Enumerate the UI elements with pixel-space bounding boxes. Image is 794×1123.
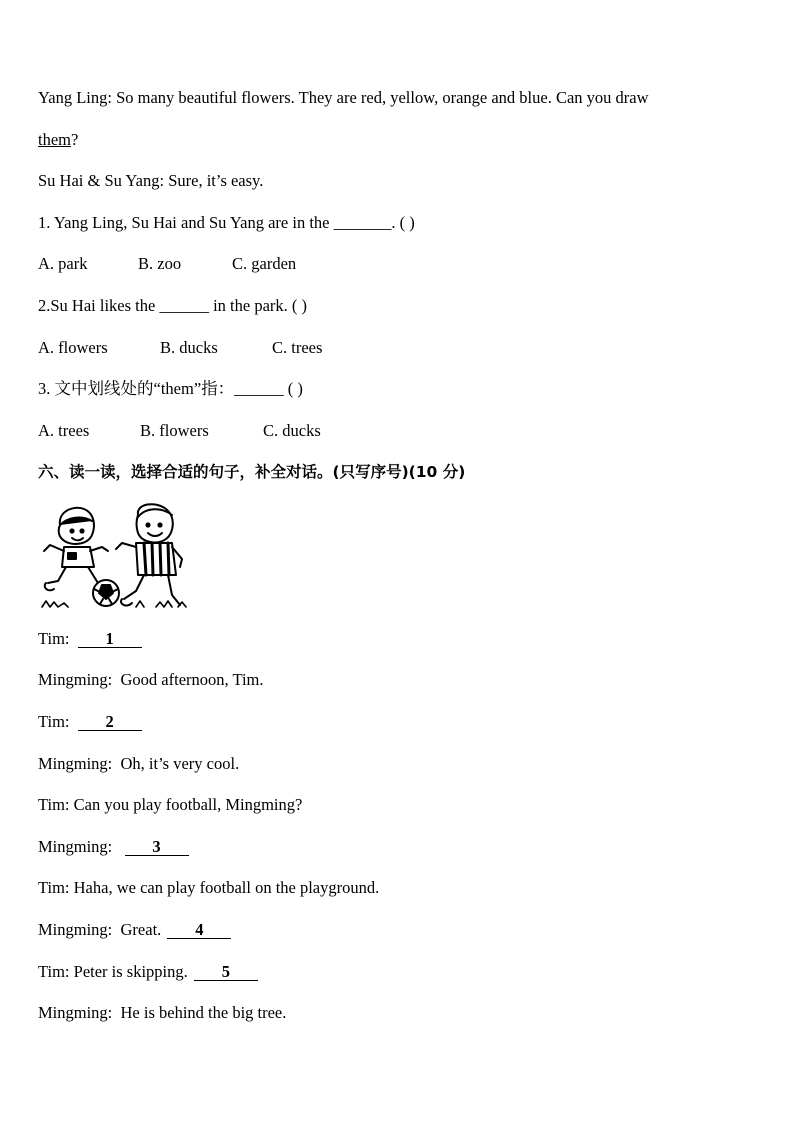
underlined-word-them: them	[38, 130, 71, 149]
speaker: Tim:	[38, 878, 70, 897]
speaker: Tim:	[38, 629, 70, 648]
dialogue-text: Su Hai & Su Yang: Sure, it’s easy.	[38, 171, 264, 190]
question-stem: 3. 文中划线处的“them”指：______ ( )	[38, 379, 303, 398]
speaker: Tim:	[38, 712, 70, 731]
dialogue-line-yang-ling-cont	[38, 130, 78, 150]
section-heading-text: 六、读一读，选择合适的句子，补全对话。(只写序号)(10 分)	[38, 463, 466, 481]
speaker: Mingming:	[38, 920, 113, 939]
answer-blank[interactable]: 3	[125, 838, 189, 856]
speaker: Tim:	[38, 795, 70, 814]
speaker: Mingming:	[38, 670, 113, 689]
dialogue-line-3	[38, 712, 142, 732]
speaker: Tim:	[38, 962, 70, 981]
dialogue-line-su-hai	[38, 171, 263, 191]
option-a: A. flowers	[38, 338, 108, 357]
section-6-heading	[38, 462, 465, 482]
dialogue-line-yang-ling	[38, 88, 649, 108]
dialogue-line-7	[38, 878, 379, 898]
dialogue-text: He is behind the big tree.	[120, 1003, 287, 1022]
dialogue-text: ?	[71, 130, 79, 149]
dialogue-text: Great.	[120, 920, 162, 939]
dialogue-line-2	[38, 670, 264, 690]
option-c: C. ducks	[263, 421, 321, 440]
option-b: B. ducks	[160, 338, 218, 357]
answer-blank[interactable]: 5	[194, 963, 258, 981]
dialogue-line-8	[38, 920, 231, 940]
option-c: C. trees	[272, 338, 323, 357]
answer-blank[interactable]: 2	[78, 713, 142, 731]
speaker: Mingming:	[38, 754, 113, 773]
question-3	[38, 379, 303, 399]
answer-blank[interactable]: 4	[167, 921, 231, 939]
question-2	[38, 296, 307, 316]
question-stem: 2.Su Hai likes the ______ in the park. ( )	[38, 296, 307, 315]
question-3-options	[38, 421, 321, 441]
question-2-options	[38, 338, 322, 358]
dialogue-text: Can you play football, Mingming?	[73, 795, 303, 814]
dialogue-text: Yang Ling: So many beautiful flowers. They are red, yellow, orange and blue. Can you draw	[38, 88, 649, 107]
option-b: B. flowers	[140, 421, 209, 440]
answer-blank[interactable]: 1	[78, 630, 142, 648]
question-1	[38, 213, 415, 233]
option-a: A. trees	[38, 421, 90, 440]
option-b: B. zoo	[138, 254, 182, 273]
dialogue-text: Good afternoon, Tim.	[120, 670, 264, 689]
question-1-options	[38, 254, 296, 274]
dialogue-text: Oh, it’s very cool.	[120, 754, 240, 773]
dialogue-line-9	[38, 962, 258, 982]
dialogue-line-10	[38, 1003, 286, 1023]
boys-playing-football-illustration	[40, 503, 190, 611]
speaker: Mingming:	[38, 837, 113, 856]
dialogue-text: Peter is skipping.	[73, 962, 188, 981]
speaker: Mingming:	[38, 1003, 113, 1022]
dialogue-line-1	[38, 629, 142, 649]
dialogue-line-6	[38, 837, 189, 857]
question-stem: 1. Yang Ling, Su Hai and Su Yang are in the _______. ( )	[38, 213, 415, 232]
option-a: A. park	[38, 254, 88, 273]
dialogue-text: Haha, we can play football on the playground.	[73, 878, 380, 897]
dialogue-line-4	[38, 754, 239, 774]
option-c: C. garden	[232, 254, 297, 273]
dialogue-line-5	[38, 795, 302, 815]
